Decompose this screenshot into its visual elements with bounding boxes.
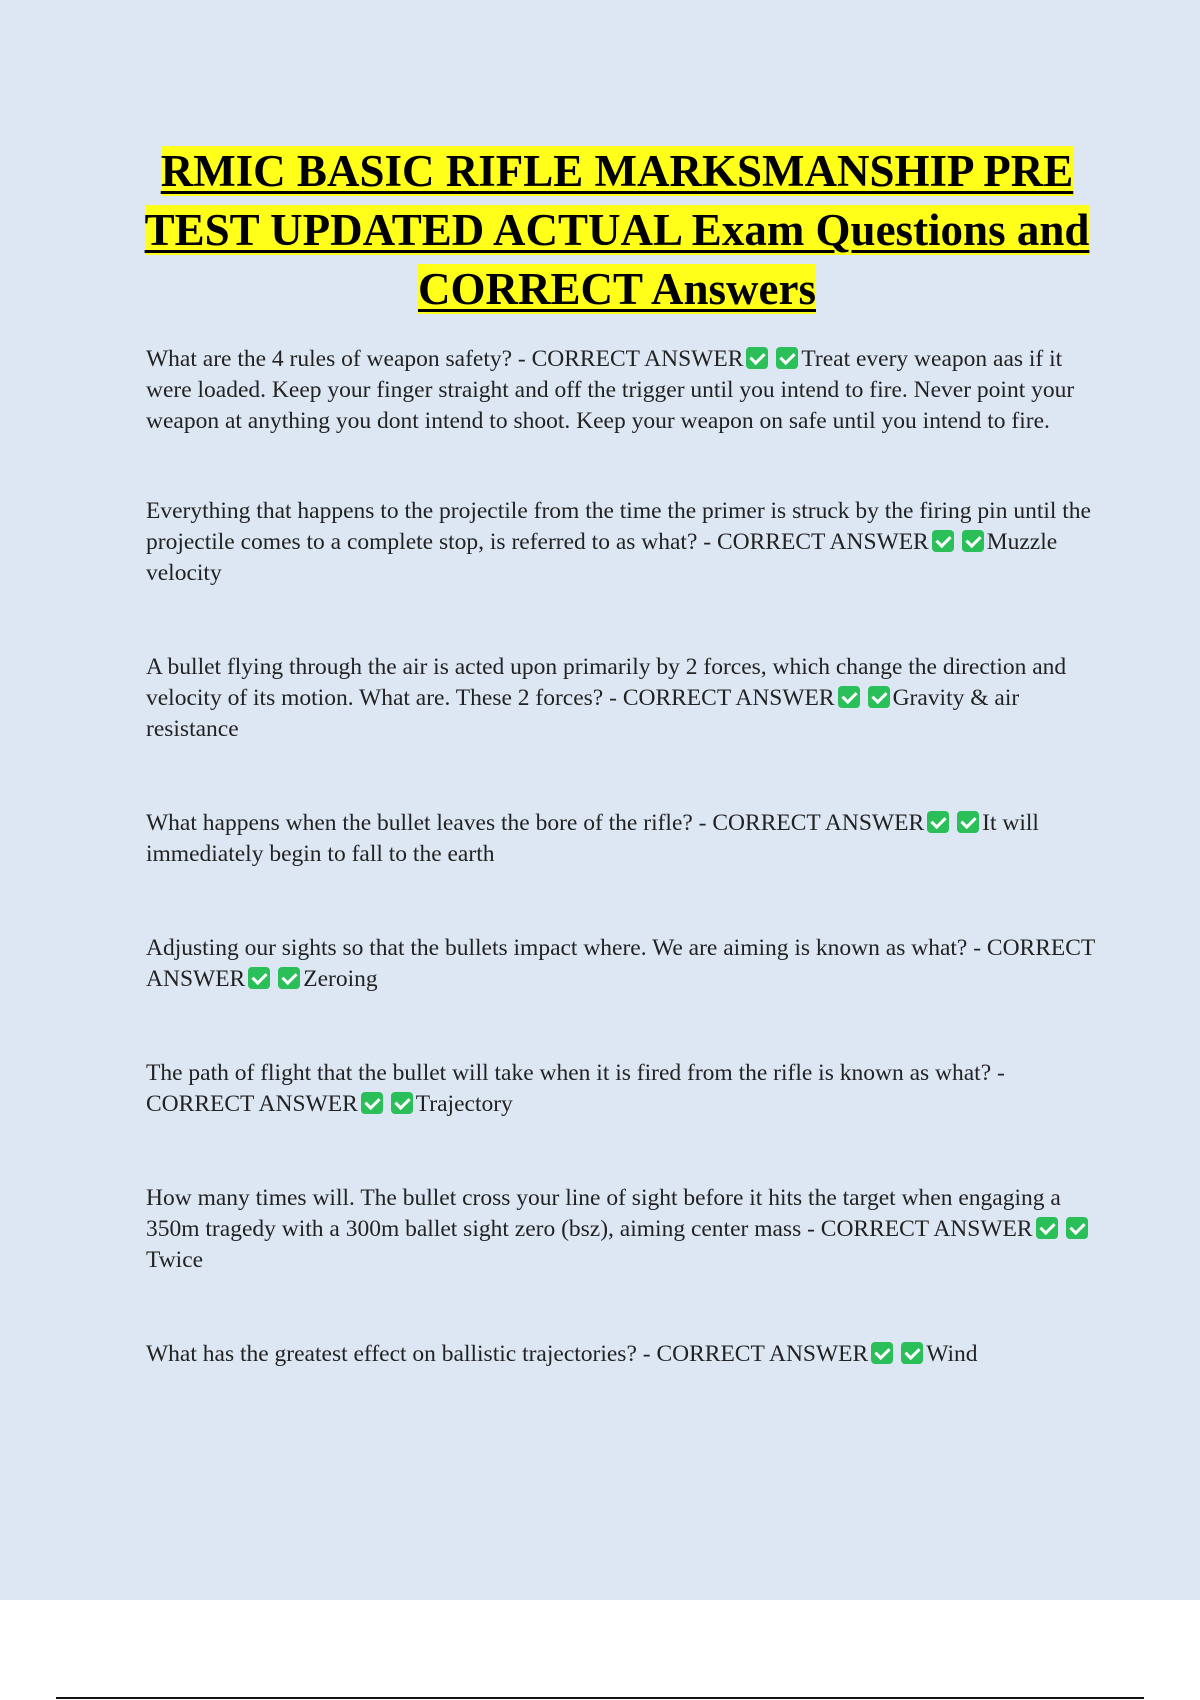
check-mark-icon	[962, 530, 984, 552]
check-mark-icon	[868, 686, 890, 708]
question-text: What has the greatest effect on ballistic trajectories? - CORRECT ANSWER	[146, 1341, 869, 1367]
check-mark-icon	[927, 811, 949, 833]
question-text: Adjusting our sights so that the bullets impact where. We are aiming is known as what? - CORRECT ANSWER	[146, 935, 1095, 992]
check-mark-icon	[957, 811, 979, 833]
qa-item-4	[146, 808, 1096, 870]
question-text: A bullet flying through the air is acted upon primarily by 2 forces, which change the direction and velocity of its motion. What are. These 2 forces? - CORRECT ANSWER	[146, 654, 1067, 711]
question-text: The path of flight that the bullet will take when it is fired from the rifle is known as what? - CORRECT ANSWER	[146, 1060, 1005, 1117]
answer-text: Treat every weapon aas if it were loaded. Keep your finger straight and off the trigger until you intend to fire. Never point your weapon at anything you dont intend to shoot. Keep your weapon on safe until you intend to fire.	[146, 346, 1075, 434]
qa-item-3	[146, 652, 1096, 745]
check-mark-icon	[871, 1342, 893, 1364]
check-mark-icon	[391, 1092, 413, 1114]
check-mark-icon	[278, 967, 300, 989]
qa-item-2	[146, 496, 1096, 589]
check-mark-icon	[932, 530, 954, 552]
answer-text: Wind	[926, 1341, 978, 1367]
answer-text: Gravity & air resistance	[146, 685, 1020, 742]
check-mark-icon	[776, 347, 798, 369]
answer-text: Twice	[146, 1247, 204, 1273]
qa-item-6	[146, 1058, 1096, 1120]
question-text: Everything that happens to the projectile from the time the primer is struck by the firing pin until the projectile comes to a complete stop, is referred to as what? - CORRECT ANSWER	[146, 498, 1091, 555]
footer-divider	[56, 1697, 1144, 1699]
check-mark-icon	[838, 686, 860, 708]
answer-text: Muzzle velocity	[146, 529, 1058, 586]
question-text: What happens when the bullet leaves the bore of the rifle? - CORRECT ANSWER	[146, 810, 925, 836]
question-text: What are the 4 rules of weapon safety? - CORRECT ANSWER	[146, 346, 744, 372]
document-title	[120, 142, 1114, 319]
qa-item-5	[146, 933, 1096, 995]
document-title-text: RMIC BASIC RIFLE MARKSMANSHIP PRE TEST UPDATED ACTUAL Exam Questions and CORRECT Answers	[144, 146, 1090, 314]
check-mark-icon	[746, 347, 768, 369]
check-mark-icon	[1036, 1217, 1058, 1239]
qa-item-8	[146, 1339, 1096, 1370]
qa-list	[146, 344, 1096, 1370]
check-mark-icon	[901, 1342, 923, 1364]
answer-text: It will immediately begin to fall to the earth	[146, 810, 1039, 867]
check-mark-icon	[248, 967, 270, 989]
answer-text: Trajectory	[415, 1091, 513, 1117]
qa-item-1	[146, 344, 1096, 437]
qa-item-7	[146, 1183, 1096, 1276]
answer-text: Zeroing	[303, 966, 378, 992]
check-mark-icon	[361, 1092, 383, 1114]
question-text: How many times will. The bullet cross your line of sight before it hits the target when engaging a 350m tragedy with a 300m ballet sight zero (bsz), aiming center mass - CORRECT ANSWER	[146, 1185, 1061, 1242]
check-mark-icon	[1066, 1217, 1088, 1239]
